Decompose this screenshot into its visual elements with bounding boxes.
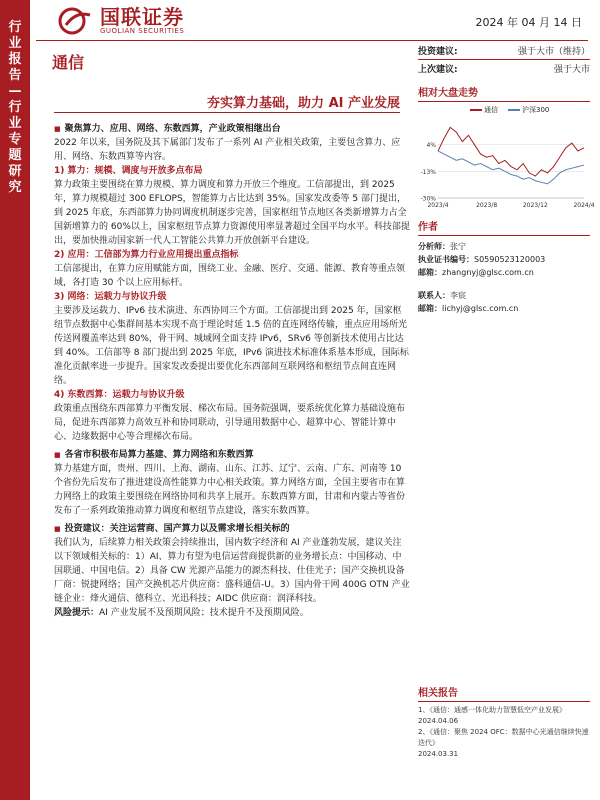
- y-tick-label: -13%: [420, 168, 436, 176]
- chart-legend: [470, 105, 549, 115]
- related-panel: [418, 684, 590, 760]
- risk-text: AI 产业发展不及预期风险；技术提升不及预期风险。: [99, 608, 309, 618]
- related-report-title: 2、《通信：聚焦 2024 OFC：数据中心光通信继续快速迭代》: [418, 728, 589, 747]
- x-tick-label: 2023/4: [427, 202, 449, 209]
- author-heading: 作者: [418, 222, 438, 233]
- chart-heading: 相对大盘走势: [418, 88, 478, 99]
- author-key: 分析师：: [418, 242, 450, 251]
- related-report-date: 2024.03.31: [418, 750, 459, 758]
- related-report-date: 2024.04.06: [418, 717, 459, 725]
- author-value: S0590523120003: [474, 255, 546, 264]
- body-paragraph: 主要涉及运载力、IPv6 技术演进、东西协同三个方面。工信部提出到 2025 年，国家枢纽节点数据中心集群间基本实现不高于理论时延 1.5 倍的直连网络传输，重点应用场所光传送网覆盖率达到 80%，骨干网、城域网全面支持 IPv6，SRv6 等创新技术使用占比达到 40%。工信部等 8 部门提出到 2025 年底，IPv6 演进技术标准体系基本形成，国际标准化贡献率进一步提升。国家发改委提出要优化东西部间互联网络和枢纽节点间直连网络。: [54, 306, 409, 386]
- main-body: [54, 122, 410, 620]
- author-panel: [418, 218, 590, 315]
- related-heading-divider: [418, 701, 590, 702]
- author-value[interactable]: zhangnyj@glsc.com.cn: [442, 268, 534, 277]
- rating-key: 投资建议:: [418, 47, 458, 57]
- author-key: 执业证书编号：: [418, 255, 474, 264]
- author-key: 邮箱：: [418, 304, 442, 313]
- x-tick-label: 2023/12: [522, 202, 548, 209]
- body-paragraph: 算力政策主要围绕在算力规模、算力调度和算力开放三个维度。工信部提出，到 2025 年，算力规模超过 300 EFLOPS，智能算力占比达到 35%。国家发改委等 5 部门提出，到 2025 年底，东西部算力协同调度机制逐步完善，国家枢纽节点地区各类新增算力占全国新增算力的 60%以上，国家枢纽节点算力资源使用率显著超过全国平均水平。科技部提出，要加快推动国家新一代人工智能公共算力开放创新平台建设。: [54, 180, 410, 246]
- author-row: [418, 266, 590, 279]
- author-row: [418, 289, 590, 302]
- author-heading-divider: [418, 235, 590, 236]
- related-report-item[interactable]: [418, 705, 590, 727]
- relative-performance-chart: [418, 102, 595, 210]
- subsection-heading: 1) 算力：规模、调度与开放多点布局: [54, 166, 203, 176]
- related-heading: 相关报告: [418, 688, 458, 699]
- logo-en: GUOLIAN SECURITIES: [100, 27, 185, 35]
- body-paragraph: 工信部提出，在算力应用赋能方面，围绕工业、金融、医疗、交通、能源、教育等重点领域，各打造 30 个以上应用标杆。: [54, 264, 406, 288]
- rating-value: 强于大市: [553, 65, 590, 75]
- legend-item-telecom: 通信: [470, 105, 498, 115]
- rating-key: 上次建议:: [418, 65, 458, 75]
- related-report-title: 1、《通信：通感一体化助力智慧低空产业发展》: [418, 706, 566, 714]
- author-key: 邮箱：: [418, 268, 442, 277]
- author-row: [418, 302, 590, 315]
- body-paragraph: 政策重点围绕东西部算力平衡发展、梯次布局。国务院强调，要系统优化算力基础设施布局，促进东西部算力高效互补和协同联动，引导通用数据中心、超算中心、智能计算中心、边缘数据中心等合理梯次布局。: [54, 404, 406, 442]
- author-value: 张宁: [450, 242, 466, 251]
- risk-label: 风险提示：: [54, 608, 100, 618]
- rating-row-previous: [418, 60, 590, 77]
- industry-name: 通信: [52, 53, 85, 72]
- header-divider: [36, 40, 588, 41]
- subsection-heading: 2) 应用：工信部为算力行业应用提出重点指标: [54, 250, 239, 260]
- section-bullet-heading: ■ 聚焦算力、应用、网络、东数西算，产业政策相继出台: [54, 122, 410, 136]
- series-line: [438, 151, 584, 184]
- author-value[interactable]: lichyj@glsc.com.cn: [442, 304, 519, 313]
- logo-mark-icon: [58, 7, 94, 35]
- title-divider: [54, 112, 400, 113]
- author-key: 联系人：: [418, 291, 450, 300]
- sidebar: [0, 0, 30, 800]
- section-bullet-heading: ■ 各省市积极布局算力基建、算力网络和东数西算: [54, 448, 410, 462]
- author-row: [418, 253, 590, 266]
- logo-cn: 国联证券: [100, 5, 184, 29]
- x-tick-label: 2023/8: [476, 202, 498, 209]
- report-date: 2024 年 04 月 14 日: [475, 16, 582, 29]
- legend-item-csi300: 沪深300: [508, 105, 549, 115]
- relative-chart-panel: [418, 84, 595, 210]
- rating-value: 强于大市（维持）: [517, 47, 590, 57]
- subsection-heading: 3) 网络：运载力与协议升级: [54, 292, 167, 302]
- x-tick-label: 2024/4: [573, 202, 595, 209]
- risk-warning: [54, 606, 410, 620]
- y-tick-label: 4%: [426, 142, 436, 150]
- related-report-item[interactable]: [418, 727, 590, 760]
- y-tick-label: -30%: [420, 195, 436, 203]
- report-title: 夯实算力基础，助力 AI 产业发展: [207, 96, 400, 111]
- author-row: [418, 240, 590, 253]
- rating-box: [418, 42, 590, 77]
- author-value: 李宸: [450, 291, 466, 300]
- body-paragraph: 我们认为，后续算力相关政策会持续推出，国内数字经济和 AI 产业蓬勃发展，建议关注以下领域相关标的：1）AI、算力有望为电信运营商提供新的业务增长点：中国移动、中国联通、中国电信。2）具备 CW 光源产品能力的源杰科技、仕佳光子；国产交换机设备厂商：锐捷网络；国产交换机芯片供应商：盛科通信-U。3）国内骨干网 400G OTN 产业链企业：烽火通信、德科立、光迅科技；AIDC 供应商：润泽科技。: [54, 538, 410, 604]
- subsection-heading: 4) 东数西算：运载力与协议升级: [54, 390, 185, 400]
- body-paragraph: 2022 年以来，国务院及其下属部门发布了一系列 AI 产业相关政策，主要包含算力、应用、网络、东数西算等内容。: [54, 138, 401, 162]
- body-paragraph: 算力基建方面，贵州、四川、上海、湖南、山东、江苏、辽宁、云南、广东、河南等 10 个省份先后发布了推进建设高性能算力中心相关政策。算力网络方面，全国主要省市在算力网络上的政策主要围绕在网络协同和共享上展开。东数西算方面，甘肃和内蒙古等省份发布了一系列政策推动算力调度和枢纽节点建设，落实东数西算。: [54, 464, 406, 516]
- rating-row-current: [418, 42, 590, 59]
- logo: [58, 5, 184, 37]
- series-line: [438, 127, 584, 176]
- sidebar-text: 行业报告—行业专题研究: [8, 20, 22, 195]
- section-bullet-heading: ■ 投资建议：关注运营商、国产算力以及需求增长相关标的: [54, 522, 410, 536]
